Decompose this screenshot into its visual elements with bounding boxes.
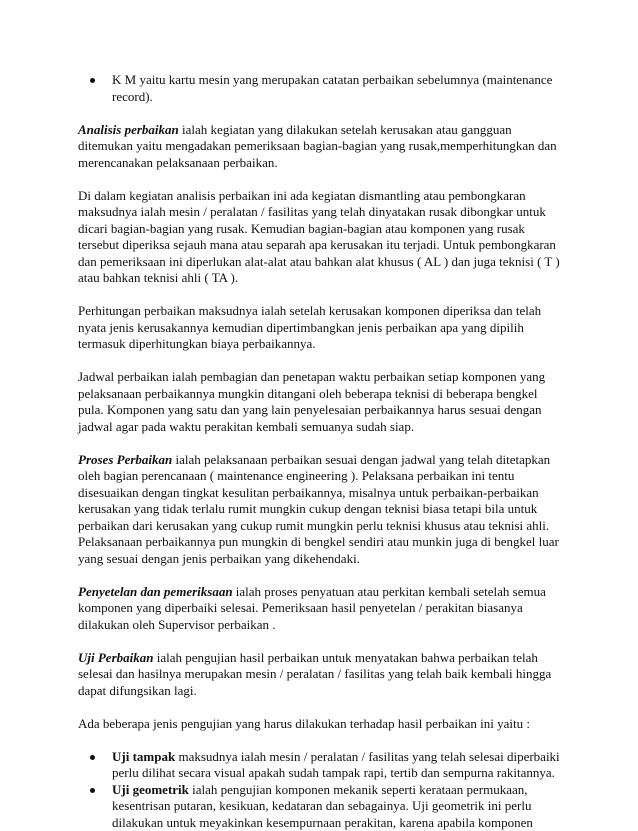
top-bullet-list — [78, 72, 560, 105]
list-item — [78, 72, 560, 105]
list-item — [78, 749, 560, 782]
term-uji-perbaikan: Uji Perbaikan — [78, 650, 153, 665]
paragraph-penyetelan — [78, 584, 560, 634]
paragraph-jenis: Ada beberapa jenis pengujian yang harus dilakukan terhadap hasil perbaikan ini yaitu : — [78, 716, 560, 733]
test-bullet-list — [78, 749, 560, 831]
paragraph-dismantling: Di dalam kegiatan analisis perbaikan ini ada kegiatan dismantling atau pembongkaran maksudnya ialah mesin / peralatan / fasilitas yang telah dinyatakan rusak dibongkar untuk dicari bagian-bagian yang rusak. Kemudian bagian-bagian atau komponen yang rusak tersebut diperiksa sejauh mana atau separah apa kerusakan itu terjadi. Untuk pembongkaran dan pemeriksaan ini diperlukan alat-alat atau bahkan alat khusus ( AL ) dan juga teknisi ( T ) atau bahkan teknisi ahli ( TA ). — [78, 188, 560, 287]
list-item — [78, 782, 560, 831]
paragraph-perhitungan: Perhitungan perbaikan maksudnya ialah setelah kerusakan komponen diperiksa dan telah nyata jenis kerusakannya kemudian dipertimbangkan jenis perbaikan apa yang dipilih termasuk diperhitungkan biaya perbaikannya. — [78, 303, 560, 353]
term-analisis-perbaikan: Analisis perbaikan — [78, 122, 179, 137]
list-item-text: K M yaitu kartu mesin yang merupakan catatan perbaikan sebelumnya (maintenance record). — [112, 72, 552, 104]
bullet-icon — [90, 755, 95, 760]
term-uji-tampak: Uji tampak — [112, 749, 175, 764]
paragraph-text: ialah proses penyatuan atau perkitan kembali setelah semua komponen yang diperbaiki selesai. Pemeriksaan hasil penyetelan / perakitan biasanya dilakukan oleh Supervisor perbaikan . — [78, 584, 546, 632]
term-uji-geometrik: Uji geometrik — [112, 782, 189, 797]
paragraph-text: ialah pelaksanaan perbaikan sesuai dengan jadwal yang telah ditetapkan oleh bagian perencanaan ( maintenance engineering ). Pelaksana perbaikan ini tentu disesuaikan dengan tingkat kesulitan perbaikannya, misalnya untuk perbaikan-perbaikan kerusakan yang tidak terlalu rumit mungkin cukup dengan teknisi biasa tetapi bila untuk perbaikan dari kerusakan yang cukup rumit mungkin perlu teknisi khusus atau teknisi ahli. Pelaksanaan perbaikannya pun mungkin di bengkel sendiri atau munkin juga di bengkel luar yang sesuai dengan jenis perbaikan yang dikehendaki. — [78, 452, 559, 566]
list-item-text: maksudnya ialah mesin / peralatan / fasilitas yang telah selesai diperbaiki perlu dilihat secara visual apakah sudah tampak rapi, tertib dan sempurna rakitannya. — [112, 749, 560, 781]
bullet-icon — [90, 788, 95, 793]
bullet-icon — [90, 78, 95, 83]
paragraph-text: ialah pengujian hasil perbaikan untuk menyatakan bahwa perbaikan telah selesai dan hasilnya merupakan mesin / peralatan / fasilitas yang telah baik kembali hingga dapat difungsikan lagi. — [78, 650, 551, 698]
term-penyetelan: Penyetelan dan pemeriksaan — [78, 584, 233, 599]
paragraph-text: ialah kegiatan yang dilakukan setelah kerusakan atau gangguan ditemukan yaitu mengadakan pemeriksaan bagian-bagian yang rusak,memperhitungkan dan merencanakan pelaksanaan perbaikan. — [78, 122, 557, 170]
list-item-text: ialah pengujian komponen mekanik seperti kerataan permukaan, kesentrisan putaran, kesikuan, kedataran dan sebagainya. Uji geometrik ini perlu dilakukan untuk meyakinkan kesempurnaan perakitan, karena apabila komponen — [112, 782, 533, 830]
paragraph-analisis — [78, 122, 560, 172]
paragraph-uji — [78, 650, 560, 700]
term-proses-perbaikan: Proses Perbaikan — [78, 452, 172, 467]
paragraph-jadwal: Jadwal perbaikan ialah pembagian dan penetapan waktu perbaikan setiap komponen yang pelaksanaan perbaikannya mungkin ditangani oleh beberapa teknisi di beberapa bengkel pula. Komponen yang satu dan yang lain penyelesaian perbaikannya harus sesuai dengan jadwal agar pada waktu perakitan kembali semuanya sudah siap. — [78, 369, 560, 435]
paragraph-proses — [78, 452, 560, 568]
